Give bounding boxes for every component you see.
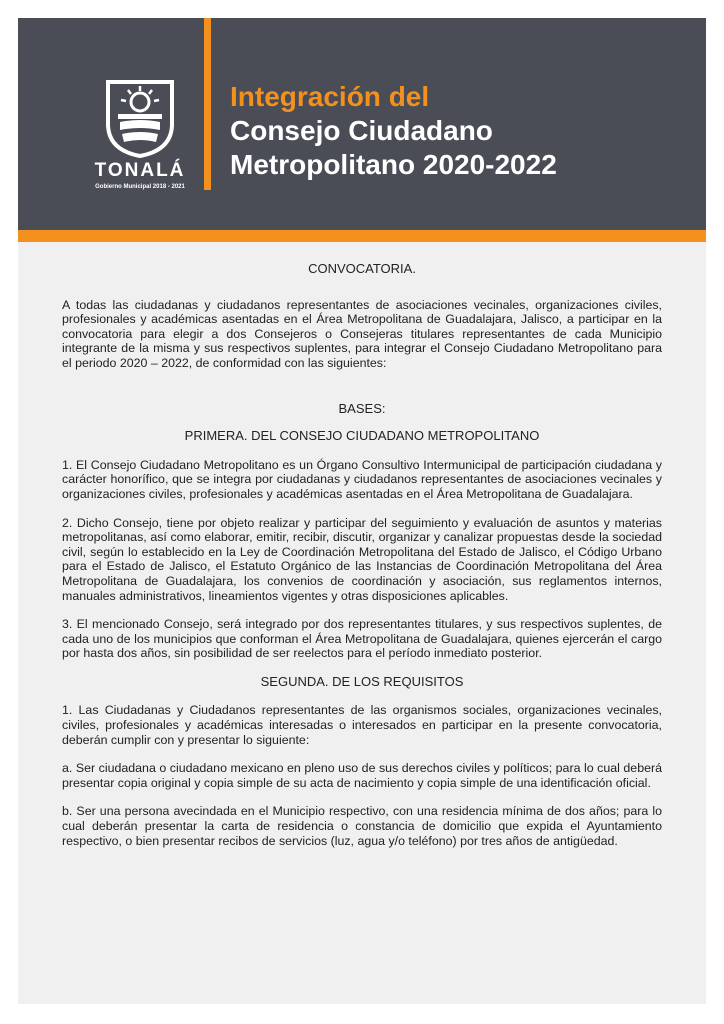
logo-subtitle: Gobierno Municipal 2018 - 2021 <box>95 184 185 190</box>
segunda-paragraph-a: a. Ser ciudadana o ciudadano mexicano en pleno uso de sus derechos civiles y políticos; para lo cual deberá presentar copia original y copia simple de su acta de nacimiento y copia simple de una identificación oficial. <box>62 761 662 790</box>
primera-paragraph-2: 2. Dicho Consejo, tiene por objeto realizar y participar del seguimiento y evaluación de asuntos y materias metropolitanas, así como elaborar, emitir, recibir, discutir, organizar y canalizar propuestas desde la sociedad civil, según lo establecido en la Ley de Coordinación Metropolitana del Estado de Jalisco, el Código Urbano para el Estado de Jalisco, el Estatuto Orgánico de las Instancias de Coordinación Metropolitana del Área Metropolitana de Guadalajara, los convenios de coordinación y asociación, sus reglamentos internos, manuales administrativos, lineamientos vigentes y otras disposiciones aplicables. <box>62 515 662 603</box>
convocatoria-heading: CONVOCATORIA. <box>308 261 416 276</box>
title-line-1: Integración del <box>230 81 430 112</box>
primera-paragraph-1: 1. El Consejo Ciudadano Metropolitano es un Órgano Consultivo Intermunicipal de participación ciudadana y carácter honorífico, que se integra por ciudadanas y ciudadanos representantes de asociaciones vecinales y organizaciones civiles, profesionales y académicas asentadas en el Área Metropolitana de Guadalajara. <box>62 457 662 501</box>
logo-wordmark: TONALÁ <box>94 160 186 181</box>
header-orange-stripe <box>18 230 706 242</box>
title-line-3: Metropolitano 2020-2022 <box>230 149 557 180</box>
title-line-2: Consejo Ciudadano <box>230 115 493 146</box>
segunda-heading: SEGUNDA. DE LOS REQUISITOS <box>260 673 464 689</box>
primera-heading: PRIMERA. DEL CONSEJO CIUDADANO METROPOLITANO <box>184 428 540 444</box>
tonala-logo <box>86 80 194 200</box>
header-orange-divider <box>204 18 211 190</box>
intro-paragraph: A todas las ciudadanas y ciudadanos representantes de asociaciones vecinales, organizaciones civiles, profesionales y académicas asentadas en el Área Metropolitana de Guadalajara, Jalisco, a participar en la convocatoria para elegir a dos Consejeros o Consejeras titulares representantes de cada Municipio integrante de la misma y sus respectivos suplentes, para integrar el Consejo Ciudadano Metropolitano para el periodo 2020 – 2022, de conformidad con las siguientes: <box>62 297 662 370</box>
segunda-paragraph-b: b. Ser una persona avecindada en el Municipio respectivo, con una residencia mínima de dos años; para lo cual deberán presentar la carta de residencia o constancia de domicilio que expida el Ayuntamiento respectivo, o bien presentar recibos de servicios (luz, agua y/o teléfono) por tres años de antigüedad. <box>62 804 662 848</box>
page-title <box>230 80 690 182</box>
bases-heading: BASES: <box>338 400 386 416</box>
primera-paragraph-3: 3. El mencionado Consejo, será integrado por dos representantes titulares, y sus respectivos suplentes, de cada uno de los municipios que conforman el Área Metropolitana de Guadalajara, quienes ejercerán el cargo por hasta dos años, sin posibilidad de ser reelectos para el período inmediato posterior. <box>62 617 662 661</box>
document-body <box>62 262 662 848</box>
segunda-paragraph-1: 1. Las Ciudadanas y Ciudadanos representantes de las organismos sociales, organizaciones vecinales, civiles, profesionales y académicas interesadas o interesados en participar en la presente convocatoria, deberán cumplir con y presentar lo siguiente: <box>62 703 662 747</box>
coat-of-arms-icon <box>104 80 176 158</box>
